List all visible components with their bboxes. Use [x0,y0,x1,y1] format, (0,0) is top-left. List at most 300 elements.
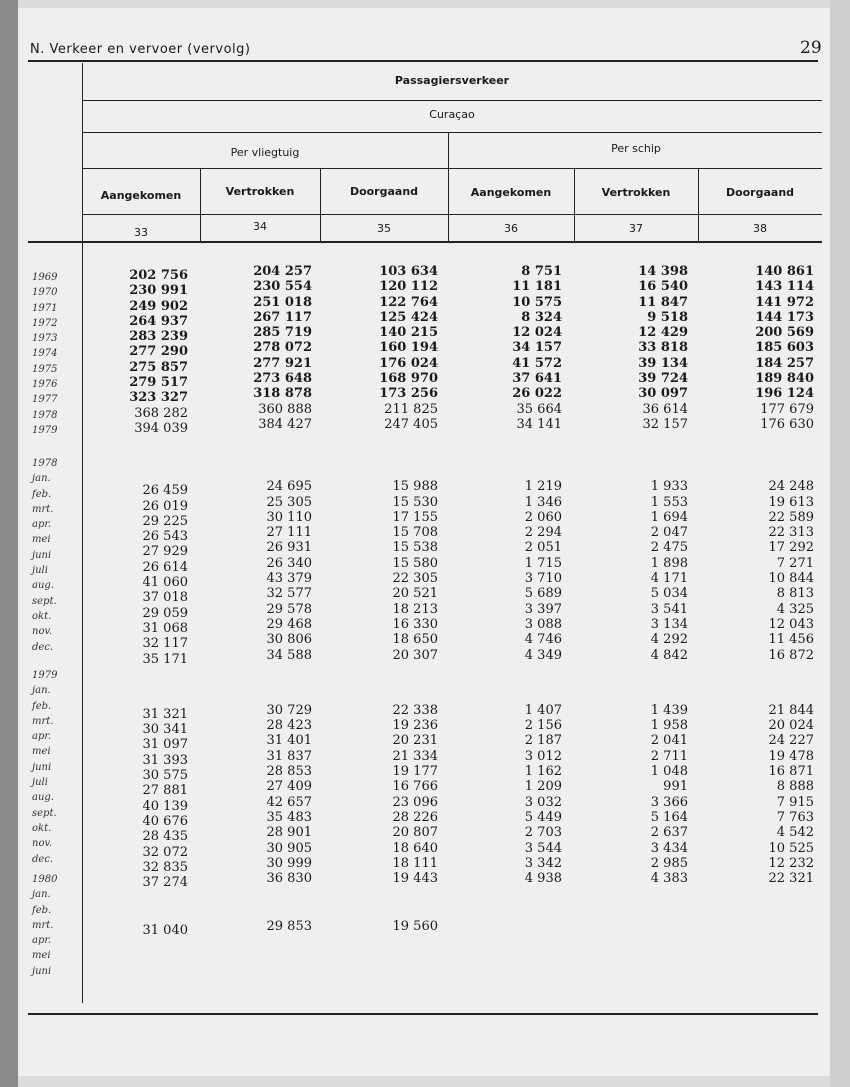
month-1979-cell: 31 097 [142,737,188,753]
col-num-35: 35 [377,222,391,235]
row-label: aug. [32,792,54,804]
month-1979-cell: 3 032 [524,794,562,810]
page-number: 29 [800,38,822,58]
month-1978-cell: 3 134 [650,616,688,632]
row-label: 1974 [32,348,58,360]
month-1979-cell: 2 703 [524,825,562,841]
month-1978-cell: 4 842 [650,647,688,663]
row-label: 1973 [32,333,58,345]
spacer [218,886,312,919]
month-1979-cell: 42 657 [266,794,312,810]
spacer [98,436,188,483]
month-1978-cell: 3 397 [524,601,562,617]
month-1979-cell: 4 383 [650,871,688,887]
month-1978-cell: 26 340 [266,555,312,571]
month-1978-cell: 1 898 [650,555,688,571]
month-1979-cell: 8 888 [776,779,814,795]
spacer [98,667,188,707]
annual-cell: 10 575 [512,294,562,310]
month-1978-cell: 12 043 [768,616,814,632]
annual-cell: 177 679 [760,401,814,417]
month-1978-cell: 1 553 [650,494,688,510]
row-label: jan. [32,889,51,901]
annual-cell: 103 634 [379,264,438,279]
annual-cell: 285 719 [253,325,312,341]
annual-cell: 200 569 [755,325,814,341]
annual-cell: 249 902 [129,298,188,314]
row-label: juni [32,761,52,773]
month-1978-cell: 1 933 [650,479,688,495]
month-1978-cell: 37 018 [142,590,188,606]
month-1979-cell: 18 111 [392,855,438,871]
row-label: mei [32,746,51,758]
month-1978-cell: 31 068 [142,620,188,636]
month-1979-cell: 3 012 [524,748,562,764]
annual-cell: 185 603 [755,340,814,356]
row-label: 1976 [32,379,58,391]
month-1978-cell: 24 695 [266,479,312,495]
month-1979-cell: 32 072 [142,844,188,860]
rule-1 [82,100,822,101]
annual-cell: 230 554 [253,279,312,295]
annual-cell: 140 215 [379,325,438,341]
row-label: sept. [32,595,57,607]
annual-cell: 143 114 [755,279,814,295]
col-num-36: 36 [504,222,518,235]
month-1978-cell: 18 213 [392,601,438,617]
column-35-values [340,264,438,935]
sea-title: Per schip [611,142,661,155]
month-1978-cell: 4 292 [650,632,688,648]
month-1979-cell: 31 401 [266,733,312,749]
month-1979-cell: 3 342 [524,855,562,871]
annual-cell: 160 194 [379,340,438,356]
month-1978-cell: 30 806 [266,632,312,648]
annual-cell: 12 429 [638,325,688,341]
annual-cell: 120 112 [379,279,438,295]
month-1978-cell: 29 059 [142,605,188,621]
month-1979-cell: 3 544 [524,840,562,856]
annual-cell: 34 141 [516,416,562,432]
annual-cell: 176 630 [760,416,814,432]
annual-cell: 283 239 [129,329,188,345]
annual-cell: 211 825 [384,401,438,417]
month-1979-cell: 12 232 [768,855,814,871]
month-1978-cell: 27 929 [142,544,188,560]
month-1979-cell: 5 449 [524,809,562,825]
annual-cell: 384 427 [258,416,312,432]
month-1978-cell: 26 543 [142,529,188,545]
month-1979-cell: 40 676 [142,813,188,829]
month-1979-cell: 16 766 [392,779,438,795]
month-1979-cell: 27 409 [266,779,312,795]
annual-cell: 247 405 [384,416,438,432]
row-label: nov. [32,626,53,638]
row-label: apr. [32,935,52,947]
annual-cell: 277 921 [253,355,312,371]
spacer [468,663,562,703]
annual-cell: 318 878 [253,386,312,402]
annual-cell: 278 072 [253,340,312,356]
month-1978-cell: 11 456 [768,632,814,648]
month-1978-cell: 22 313 [768,525,814,541]
book-binding-edge [0,0,18,1087]
row-label: feb. [32,700,52,712]
row-label: 1977 [32,394,58,406]
month-1978-cell: 2 060 [524,509,562,525]
month-1978-cell: 5 689 [524,586,562,602]
month-1978-cell: 4 746 [524,632,562,648]
rule-3 [82,168,822,169]
row-label: 1971 [32,302,58,314]
group-title: Passagiersverkeer [394,74,510,87]
month-1978-cell: 2 294 [524,525,562,541]
month-1979-cell: 3 434 [650,840,688,856]
annual-cell: 11 847 [638,294,688,310]
month-1978-cell: 2 051 [524,540,562,556]
spacer [98,890,188,923]
month-1978-cell: 15 988 [392,479,438,495]
annual-cell: 37 641 [512,371,562,387]
spacer [716,432,814,479]
month-1978-cell: 29 578 [266,601,312,617]
row-label: 1970 [32,287,58,299]
col-header-33: Aangekomen [100,189,182,202]
annual-cell: 144 173 [755,309,814,325]
annual-cell: 35 664 [516,401,562,417]
month-1979-cell: 28 901 [266,825,312,841]
month-1978-cell: 27 111 [266,525,312,541]
month-1979-cell: 22 321 [768,871,814,887]
row-label: juli [32,565,48,577]
month-1978-cell: 15 538 [392,540,438,556]
annual-cell: 36 614 [642,401,688,417]
annual-cell: 273 648 [253,371,312,387]
month-1979-cell: 1 048 [650,764,688,780]
month-1978-cell: 26 019 [142,498,188,514]
annual-cell: 176 024 [379,355,438,371]
spacer [218,432,312,479]
annual-cell: 30 097 [638,386,688,402]
row-labels-1980 [32,872,57,979]
month-1979-cell: 21 334 [392,748,438,764]
month-1978-cell: 41 060 [142,575,188,591]
row-label: feb. [32,904,52,916]
month-1979-cell: 5 164 [650,809,688,825]
annual-cell: 251 018 [253,294,312,310]
month-1979-cell: 18 640 [392,840,438,856]
jan-1980-cell: 19 560 [392,919,438,935]
column-36-values [468,264,562,886]
month-1979-cell: 2 156 [524,718,562,734]
month-1978-cell: 16 872 [768,647,814,663]
annual-cell: 125 424 [379,309,438,325]
month-1979-cell: 40 139 [142,798,188,814]
region-title: Curaçao [429,108,475,121]
row-label: okt. [32,610,52,622]
month-1979-cell: 1 209 [524,779,562,795]
column-37-values [592,264,688,886]
month-1979-cell: 27 881 [142,783,188,799]
col-header-37: Vertrokken [601,186,671,199]
spacer [218,663,312,703]
rule-2 [82,132,822,133]
spacer [716,663,814,703]
month-1979-cell: 1 162 [524,764,562,780]
month-1979-cell: 28 435 [142,829,188,845]
annual-cell: 141 972 [755,294,814,310]
row-label: jan. [32,473,51,485]
col-header-36: Aangekomen [470,186,552,199]
month-1979-cell: 30 575 [142,768,188,784]
row-label: mrt. [32,919,54,931]
annual-cell: 140 861 [755,264,814,279]
spacer [340,663,438,703]
col-header-35: Doorgaand [349,185,419,198]
column-34-values [218,264,312,935]
month-1978-cell: 16 330 [392,616,438,632]
row-label: aug. [32,580,54,592]
spacer [340,432,438,479]
row-label: juni [32,965,52,977]
row-label: nov. [32,838,53,850]
month-1978-cell: 8 813 [776,586,814,602]
row-label: apr. [32,519,52,531]
jan-1980-cell: 31 040 [142,923,188,939]
row-label: 1975 [32,363,58,375]
annual-cell: 14 398 [638,264,688,279]
month-1979-cell: 4 542 [776,825,814,841]
annual-cell: 230 991 [129,283,188,299]
month-1979-cell: 16 871 [768,764,814,780]
month-1979-cell: 20 231 [392,733,438,749]
row-label: mrt. [32,503,54,515]
annual-cell: 189 840 [755,371,814,387]
row-label: 1978 [32,409,58,421]
month-1978-cell: 35 171 [142,651,188,667]
month-1979-cell: 1 439 [650,702,688,718]
month-1979-cell: 991 [663,779,688,795]
annual-cell: 41 572 [512,355,562,371]
month-1978-cell: 1 346 [524,494,562,510]
month-1979-cell: 2 187 [524,733,562,749]
col-num-37: 37 [629,222,643,235]
month-1978-cell: 1 694 [650,509,688,525]
month-1978-cell: 10 844 [768,571,814,587]
month-1979-cell: 28 423 [266,718,312,734]
month-1978-cell: 29 225 [142,513,188,529]
row-labels-1978 [32,456,57,655]
month-1978-cell: 3 710 [524,571,562,587]
header-bottom-rule [28,241,822,243]
month-1979-cell: 19 443 [392,871,438,887]
month-1978-cell: 4 349 [524,647,562,663]
row-label: 1972 [32,317,58,329]
month-1978-cell: 7 271 [776,555,814,571]
month-1978-cell: 4 171 [650,571,688,587]
month-1978-cell: 26 614 [142,559,188,575]
annual-cell: 16 540 [638,279,688,295]
month-1979-cell: 30 341 [142,722,188,738]
column-38-values [716,264,814,886]
annual-cell: 8 324 [521,309,562,325]
month-1979-cell: 24 227 [768,733,814,749]
annual-cell: 204 257 [253,264,312,279]
annual-cell: 26 022 [512,386,562,402]
row-label: mei [32,534,51,546]
row-label: dec. [32,641,54,653]
month-1978-cell: 25 305 [266,494,312,510]
month-1978-cell: 32 577 [266,586,312,602]
annual-cell: 32 157 [642,416,688,432]
month-1978-cell: 1 219 [524,479,562,495]
annual-cell: 34 157 [512,340,562,356]
row-label: 1979 [32,670,58,681]
row-label: juni [32,549,52,561]
month-1978-cell: 3 541 [650,601,688,617]
col-num-33: 33 [134,226,148,239]
annual-cell: 12 024 [512,325,562,341]
month-1978-cell: 22 305 [392,571,438,587]
month-1979-cell: 20 807 [392,825,438,841]
annual-cell: 394 039 [134,420,188,436]
month-1979-cell: 4 938 [524,871,562,887]
month-1978-cell: 34 588 [266,647,312,663]
row-label: feb. [32,488,52,500]
annual-cell: 202 756 [129,268,188,283]
month-1978-cell: 1 715 [524,555,562,571]
month-1978-cell: 20 307 [392,647,438,663]
month-1979-cell: 37 274 [142,875,188,891]
top-rule [28,60,818,62]
annual-cell: 368 282 [134,405,188,421]
column-33-values [98,268,188,939]
col-num-38: 38 [753,222,767,235]
month-1978-cell: 4 325 [776,601,814,617]
page-shadow [830,0,850,1087]
row-label: 1969 [32,272,58,283]
month-1979-cell: 19 177 [392,764,438,780]
col-header-34: Vertrokken [225,185,295,198]
annual-cell: 267 117 [253,309,312,325]
month-1979-cell: 21 844 [768,702,814,718]
spacer [592,432,688,479]
annual-cell: 33 818 [638,340,688,356]
row-label: mrt. [32,715,54,727]
month-1978-cell: 30 110 [266,509,312,525]
month-1979-cell: 2 637 [650,825,688,841]
month-1979-cell: 2 041 [650,733,688,749]
month-1978-cell: 17 292 [768,540,814,556]
row-labels-years [32,270,57,438]
rule-4 [82,214,822,215]
month-1978-cell: 15 580 [392,555,438,571]
month-1978-cell: 24 248 [768,479,814,495]
annual-cell: 279 517 [129,375,188,391]
month-1979-cell: 10 525 [768,840,814,856]
annual-cell: 184 257 [755,355,814,371]
label-column-line [82,63,83,1003]
month-1979-cell: 32 835 [142,859,188,875]
month-1979-cell: 19 478 [768,748,814,764]
month-1978-cell: 18 650 [392,632,438,648]
month-1979-cell: 20 024 [768,718,814,734]
annual-cell: 275 857 [129,359,188,375]
month-1978-cell: 20 521 [392,586,438,602]
annual-cell: 11 181 [512,279,562,295]
month-1978-cell: 15 530 [392,494,438,510]
month-1979-cell: 7 915 [776,794,814,810]
month-1979-cell: 30 729 [266,702,312,718]
row-label: sept. [32,807,57,819]
annual-cell: 196 124 [755,386,814,402]
col-header-38: Doorgaand [725,186,795,199]
month-1979-cell: 23 096 [392,794,438,810]
month-1979-cell: 22 338 [392,702,438,718]
month-1978-cell: 5 034 [650,586,688,602]
row-label: apr. [32,731,52,743]
section-title: N. Verkeer en vervoer (vervolg) [30,42,251,57]
month-1978-cell: 22 589 [768,509,814,525]
month-1979-cell: 1 958 [650,718,688,734]
month-1978-cell: 26 931 [266,540,312,556]
annual-cell: 8 751 [521,264,562,279]
month-1978-cell: 43 379 [266,571,312,587]
row-label: 1980 [32,874,58,885]
annual-cell: 323 327 [129,390,188,406]
row-labels-1979 [32,668,57,867]
month-1978-cell: 32 117 [142,636,188,652]
month-1979-cell: 2 711 [650,748,688,764]
row-label: dec. [32,853,54,865]
month-1979-cell: 7 763 [776,809,814,825]
annual-cell: 122 764 [379,294,438,310]
month-1979-cell: 31 393 [142,752,188,768]
month-1979-cell: 31 321 [142,706,188,722]
spacer [340,886,438,919]
annual-cell: 39 134 [638,355,688,371]
month-1978-cell: 2 047 [650,525,688,541]
row-label: jan. [32,685,51,697]
annual-cell: 277 290 [129,344,188,360]
month-1979-cell: 28 853 [266,764,312,780]
month-1979-cell: 1 407 [524,702,562,718]
annual-cell: 264 937 [129,313,188,329]
month-1978-cell: 26 459 [142,483,188,499]
annual-cell: 39 724 [638,371,688,387]
annual-cell: 168 970 [379,371,438,387]
month-1978-cell: 3 088 [524,616,562,632]
bottom-rule [28,1013,818,1015]
month-1979-cell: 19 236 [392,718,438,734]
month-1979-cell: 36 830 [266,871,312,887]
jan-1980-cell: 29 853 [266,919,312,935]
air-title: Per vliegtuig [230,146,300,159]
month-1979-cell: 35 483 [266,809,312,825]
row-label: 1978 [32,458,58,469]
month-1978-cell: 19 613 [768,494,814,510]
month-1979-cell: 2 985 [650,855,688,871]
spacer [592,663,688,703]
month-1978-cell: 2 475 [650,540,688,556]
annual-cell: 173 256 [379,386,438,402]
row-label: juli [32,777,48,789]
month-1979-cell: 3 366 [650,794,688,810]
month-1978-cell: 29 468 [266,616,312,632]
spacer [468,432,562,479]
col-num-34: 34 [253,220,267,233]
month-1979-cell: 31 837 [266,748,312,764]
